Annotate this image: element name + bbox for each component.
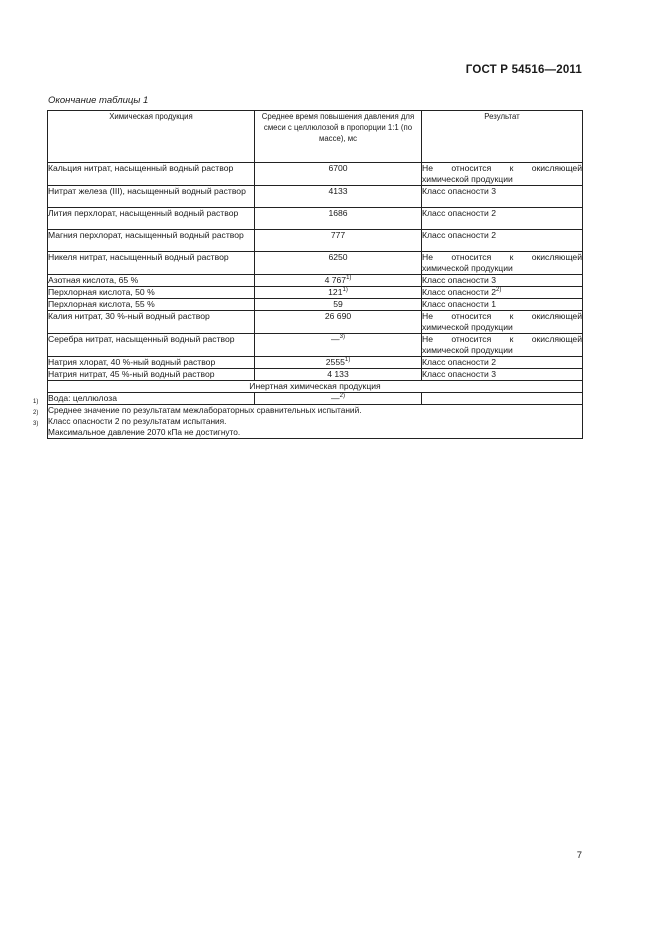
footnote-mark: 1)	[342, 287, 348, 294]
table-footnotes	[33, 399, 583, 439]
result: Класс опасности 3	[422, 275, 583, 287]
pressure-time: 26 690	[255, 311, 422, 334]
table-row	[48, 230, 583, 252]
table-row	[48, 252, 583, 275]
result: Класс опасности 3	[422, 186, 583, 208]
table-row	[48, 299, 583, 311]
result: Класс опасности 2	[422, 357, 583, 369]
pressure-time: 777	[255, 230, 422, 252]
footnote: 1) Среднее значение по результатам межлабораторных сравнительных испытаний.	[33, 399, 362, 415]
pressure-time: 6700	[255, 163, 422, 186]
pressure-time: 59	[255, 299, 422, 311]
result: Не относится к окисляющей химической продукции	[422, 311, 582, 332]
product-name: Натрия нитрат, 45 %-ный водный раствор	[48, 369, 255, 381]
pressure-time: 2555$^{1)}$	[255, 357, 422, 369]
product-name: Вода: целлюлоза	[48, 393, 255, 405]
footnote-mark: 2)	[339, 393, 345, 400]
result: Класс опасности 2$^{2)}$	[422, 287, 583, 299]
product-name: Магния перхлорат, насыщенный водный раствор	[48, 230, 255, 252]
result: Класс опасности 2	[422, 230, 583, 252]
product-name: Перхлорная кислота, 50 %	[48, 287, 255, 299]
product-name: Лития перхлорат, насыщенный водный раствор	[48, 208, 255, 230]
table-row	[48, 287, 583, 299]
pressure-time: 4 767$^{1)}$	[255, 275, 422, 287]
product-name: Нитрат железа (III), насыщенный водный раствор	[48, 186, 255, 208]
pressure-time: 6250	[255, 252, 422, 275]
pressure-time: —$^{2)}$	[255, 393, 422, 405]
footnote-mark: 1)	[346, 275, 352, 282]
table-row	[48, 208, 583, 230]
document-code: ГОСТ Р 54516—2011	[465, 64, 582, 76]
pressure-time: 4133	[255, 186, 422, 208]
table-row	[48, 393, 583, 405]
footnote-mark: 3)	[339, 334, 345, 341]
table-row	[48, 163, 583, 186]
result: Класс опасности 1	[422, 299, 583, 311]
result: Не относится к окисляющей химической продукции	[422, 252, 582, 273]
column-header-product: Химическая продукция	[48, 111, 255, 163]
table-caption: Окончание таблицы 1	[48, 95, 149, 106]
result: Класс опасности 2	[422, 208, 583, 230]
result	[422, 393, 583, 405]
column-header-result: Результат	[422, 111, 583, 163]
product-name: Калия нитрат, 30 %-ный водный раствор	[48, 311, 255, 334]
footnote-mark: 1)	[344, 357, 351, 364]
chemical-products-table	[33, 110, 583, 439]
table-row	[48, 275, 583, 287]
pressure-time: 1686	[255, 208, 422, 230]
product-name: Никеля нитрат, насыщенный водный раствор	[48, 252, 255, 275]
pressure-time: —$^{3)}$	[255, 334, 422, 357]
footnote: 3) Максимальное давление 2070 кПа не достигнуто.	[33, 421, 241, 437]
table-row	[48, 186, 583, 208]
pressure-time: 121$^{1)}$	[255, 287, 422, 299]
result: Класс опасности 3	[422, 369, 583, 381]
footnote-mark: 2)	[496, 287, 502, 294]
product-name: Перхлорная кислота, 55 %	[48, 299, 255, 311]
page-number: 7	[576, 850, 582, 861]
column-header-time: Среднее время повышения давления для смеси с целлюлозой в пропорции 1:1 (по массе), мс	[255, 111, 422, 163]
table-row	[48, 369, 583, 381]
product-name: Серебра нитрат, насыщенный водный раствор	[48, 334, 255, 357]
footnote: 2) Класс опасности 2 по результатам испытания.	[33, 410, 227, 426]
section-title: Инертная химическая продукция	[48, 381, 583, 393]
product-name: Натрия хлорат, 40 %-ный водный раствор	[48, 357, 255, 369]
table-row	[48, 334, 583, 357]
product-name: Азотная кислота, 65 %	[48, 275, 255, 287]
product-name: Кальция нитрат, насыщенный водный раствор	[48, 163, 255, 186]
result: Не относится к окисляющей химической продукции	[422, 334, 582, 355]
result: Не относится к окисляющей химической продукции	[422, 163, 582, 184]
table-row	[48, 357, 583, 369]
pressure-time: 4 133	[255, 369, 422, 381]
table-row	[48, 311, 583, 334]
